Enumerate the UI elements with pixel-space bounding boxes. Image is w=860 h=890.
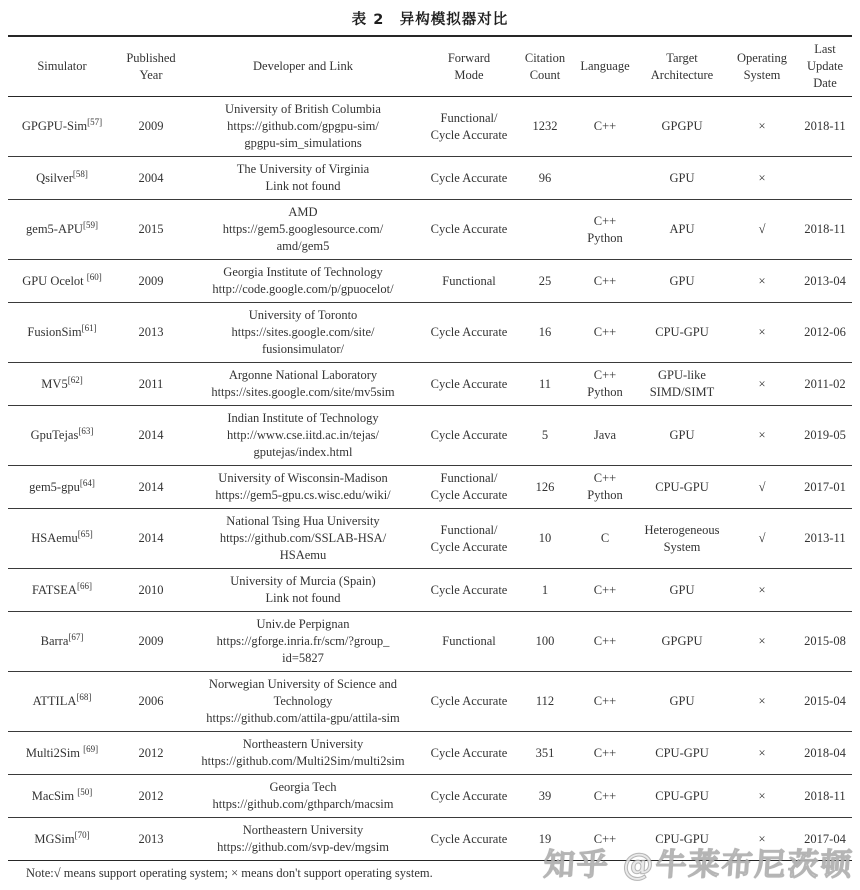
citation-ref: [58] bbox=[72, 168, 88, 179]
cell-os: × bbox=[726, 569, 798, 612]
cell-dev: The University of Virginia Link not found bbox=[186, 157, 420, 200]
citation-ref: [59] bbox=[82, 219, 98, 230]
cell-language: C++ bbox=[572, 732, 638, 775]
cell-citations: 25 bbox=[518, 260, 572, 303]
cell-mode: Functional bbox=[420, 612, 518, 672]
cell-year: 2015 bbox=[116, 200, 186, 260]
cell-mode: Functional bbox=[420, 260, 518, 303]
citation-ref: [57] bbox=[87, 116, 103, 127]
cell-dev: National Tsing Hua University https://github.com/SSLAB-HSA/ HSAemu bbox=[186, 509, 420, 569]
cell-citations: 96 bbox=[518, 157, 572, 200]
cell-year: 2013 bbox=[116, 818, 186, 861]
cell-os: × bbox=[726, 363, 798, 406]
cell-dev: Georgia Institute of Technology http://code.google.com/p/gpuocelot/ bbox=[186, 260, 420, 303]
cell-simulator: gem5-gpu[64] bbox=[8, 466, 116, 509]
column-header-citations: Citation Count bbox=[518, 36, 572, 97]
cell-os: × bbox=[726, 732, 798, 775]
cell-simulator: HSAemu[65] bbox=[8, 509, 116, 569]
cell-year: 2004 bbox=[116, 157, 186, 200]
cell-language: C++ Python bbox=[572, 466, 638, 509]
cell-target: CPU-GPU bbox=[638, 818, 726, 861]
cell-language bbox=[572, 157, 638, 200]
cell-language: C++ bbox=[572, 260, 638, 303]
cell-updated: 2017-01 bbox=[798, 466, 852, 509]
cell-year: 2014 bbox=[116, 509, 186, 569]
cell-target: CPU-GPU bbox=[638, 303, 726, 363]
cell-mode: Cycle Accurate bbox=[420, 818, 518, 861]
cell-updated: 2012-06 bbox=[798, 303, 852, 363]
cell-updated: 2015-04 bbox=[798, 672, 852, 732]
zhihu-watermark: 知乎 @牛莱布尼茨顿 bbox=[542, 847, 856, 883]
cell-simulator: GpuTejas[63] bbox=[8, 406, 116, 466]
cell-citations: 351 bbox=[518, 732, 572, 775]
cell-updated bbox=[798, 569, 852, 612]
citation-ref: [68] bbox=[76, 691, 92, 702]
cell-dev: Northeastern University https://github.com/Multi2Sim/multi2sim bbox=[186, 732, 420, 775]
citation-ref: [61] bbox=[81, 322, 97, 333]
cell-simulator: MV5[62] bbox=[8, 363, 116, 406]
cell-simulator: GPGPU-Sim[57] bbox=[8, 97, 116, 157]
cell-updated: 2013-04 bbox=[798, 260, 852, 303]
cell-citations: 112 bbox=[518, 672, 572, 732]
citation-ref: [70] bbox=[74, 829, 90, 840]
cell-dev: University of Wisconsin-Madison https://gem5-gpu.cs.wisc.edu/wiki/ bbox=[186, 466, 420, 509]
cell-mode: Cycle Accurate bbox=[420, 200, 518, 260]
table-row bbox=[8, 775, 852, 818]
cell-language: C++ Python bbox=[572, 200, 638, 260]
cell-language: C++ bbox=[572, 97, 638, 157]
cell-dev: Univ.de Perpignan https://gforge.inria.fr/scm/?group_ id=5827 bbox=[186, 612, 420, 672]
cell-citations: 39 bbox=[518, 775, 572, 818]
cell-language: C++ bbox=[572, 303, 638, 363]
table-row bbox=[8, 732, 852, 775]
table-row bbox=[8, 612, 852, 672]
citation-ref: [63] bbox=[78, 425, 94, 436]
cell-os: × bbox=[726, 303, 798, 363]
column-header-dev: Developer and Link bbox=[186, 36, 420, 97]
cell-mode: Functional/ Cycle Accurate bbox=[420, 97, 518, 157]
cell-dev: University of Murcia (Spain) Link not found bbox=[186, 569, 420, 612]
cell-dev: Argonne National Laboratory https://sites.google.com/site/mv5sim bbox=[186, 363, 420, 406]
cell-dev: Georgia Tech https://github.com/gthparch/macsim bbox=[186, 775, 420, 818]
table-row bbox=[8, 406, 852, 466]
cell-target: GPU bbox=[638, 672, 726, 732]
table-row bbox=[8, 157, 852, 200]
cell-language: C++ bbox=[572, 818, 638, 861]
table-row bbox=[8, 672, 852, 732]
table-row bbox=[8, 303, 852, 363]
cell-os: × bbox=[726, 97, 798, 157]
cell-updated: 2018-11 bbox=[798, 775, 852, 818]
cell-dev: University of British Columbia https://github.com/gpgpu-sim/ gpgpu-sim_simulations bbox=[186, 97, 420, 157]
cell-language: Java bbox=[572, 406, 638, 466]
column-header-updated: Last Update Date bbox=[798, 36, 852, 97]
table-footnote: Note:√ means support operating system; × means don't support operating system. bbox=[26, 866, 433, 880]
cell-simulator: MGSim[70] bbox=[8, 818, 116, 861]
simulator-comparison-table bbox=[8, 35, 852, 861]
column-header-target: Target Architecture bbox=[638, 36, 726, 97]
table-row bbox=[8, 509, 852, 569]
cell-os: × bbox=[726, 260, 798, 303]
cell-simulator: Barra[67] bbox=[8, 612, 116, 672]
cell-year: 2011 bbox=[116, 363, 186, 406]
cell-mode: Cycle Accurate bbox=[420, 406, 518, 466]
cell-mode: Functional/ Cycle Accurate bbox=[420, 509, 518, 569]
cell-mode: Cycle Accurate bbox=[420, 775, 518, 818]
cell-target: Heterogeneous System bbox=[638, 509, 726, 569]
table-header bbox=[8, 36, 852, 97]
citation-ref: [69] bbox=[83, 743, 99, 754]
cell-year: 2012 bbox=[116, 775, 186, 818]
cell-simulator: FATSEA[66] bbox=[8, 569, 116, 612]
cell-language: C++ bbox=[572, 672, 638, 732]
cell-mode: Functional/ Cycle Accurate bbox=[420, 466, 518, 509]
cell-os: × bbox=[726, 775, 798, 818]
cell-year: 2012 bbox=[116, 732, 186, 775]
cell-year: 2014 bbox=[116, 406, 186, 466]
cell-simulator: ATTILA[68] bbox=[8, 672, 116, 732]
cell-year: 2009 bbox=[116, 97, 186, 157]
cell-updated: 2018-11 bbox=[798, 97, 852, 157]
cell-mode: Cycle Accurate bbox=[420, 569, 518, 612]
cell-updated: 2015-08 bbox=[798, 612, 852, 672]
citation-ref: [50] bbox=[77, 786, 93, 797]
table-row bbox=[8, 97, 852, 157]
cell-target: GPU bbox=[638, 260, 726, 303]
citation-ref: [66] bbox=[76, 580, 92, 591]
cell-citations: 16 bbox=[518, 303, 572, 363]
cell-target: CPU-GPU bbox=[638, 466, 726, 509]
cell-os: √ bbox=[726, 466, 798, 509]
column-header-language: Language bbox=[572, 36, 638, 97]
citation-ref: [60] bbox=[86, 271, 102, 282]
cell-simulator: Qsilver[58] bbox=[8, 157, 116, 200]
cell-year: 2010 bbox=[116, 569, 186, 612]
cell-year: 2006 bbox=[116, 672, 186, 732]
cell-citations: 19 bbox=[518, 818, 572, 861]
cell-citations: 100 bbox=[518, 612, 572, 672]
cell-citations: 1232 bbox=[518, 97, 572, 157]
cell-year: 2014 bbox=[116, 466, 186, 509]
cell-simulator: Multi2Sim [69] bbox=[8, 732, 116, 775]
cell-citations: 126 bbox=[518, 466, 572, 509]
cell-mode: Cycle Accurate bbox=[420, 672, 518, 732]
table-row bbox=[8, 200, 852, 260]
cell-mode: Cycle Accurate bbox=[420, 363, 518, 406]
cell-updated: 2018-11 bbox=[798, 200, 852, 260]
citation-ref: [65] bbox=[77, 528, 93, 539]
cell-mode: Cycle Accurate bbox=[420, 732, 518, 775]
cell-simulator: gem5-APU[59] bbox=[8, 200, 116, 260]
cell-target: GPU-like SIMD/SIMT bbox=[638, 363, 726, 406]
table-row bbox=[8, 363, 852, 406]
citation-ref: [67] bbox=[68, 631, 84, 642]
cell-target: GPU bbox=[638, 569, 726, 612]
cell-os: √ bbox=[726, 200, 798, 260]
cell-language: C++ bbox=[572, 569, 638, 612]
cell-year: 2009 bbox=[116, 612, 186, 672]
cell-year: 2013 bbox=[116, 303, 186, 363]
cell-updated: 2018-04 bbox=[798, 732, 852, 775]
cell-language: C++ bbox=[572, 775, 638, 818]
cell-mode: Cycle Accurate bbox=[420, 303, 518, 363]
cell-os: × bbox=[726, 672, 798, 732]
column-header-simulator: Simulator bbox=[8, 36, 116, 97]
table-caption: 表 2 异构模拟器对比 bbox=[351, 12, 509, 28]
cell-simulator: MacSim [50] bbox=[8, 775, 116, 818]
cell-updated: 2013-11 bbox=[798, 509, 852, 569]
cell-updated: 2019-05 bbox=[798, 406, 852, 466]
cell-os: × bbox=[726, 612, 798, 672]
column-header-year: Published Year bbox=[116, 36, 186, 97]
table-body bbox=[8, 97, 852, 861]
cell-language: C++ bbox=[572, 612, 638, 672]
cell-target: GPGPU bbox=[638, 97, 726, 157]
table-row bbox=[8, 569, 852, 612]
cell-citations: 1 bbox=[518, 569, 572, 612]
cell-os: × bbox=[726, 157, 798, 200]
cell-citations bbox=[518, 200, 572, 260]
cell-target: GPGPU bbox=[638, 612, 726, 672]
citation-ref: [64] bbox=[79, 477, 95, 488]
cell-os: √ bbox=[726, 509, 798, 569]
cell-target: CPU-GPU bbox=[638, 775, 726, 818]
cell-dev: AMD https://gem5.googlesource.com/ amd/gem5 bbox=[186, 200, 420, 260]
cell-dev: University of Toronto https://sites.google.com/site/ fusionsimulator/ bbox=[186, 303, 420, 363]
table-row bbox=[8, 466, 852, 509]
cell-updated bbox=[798, 157, 852, 200]
cell-target: GPU bbox=[638, 406, 726, 466]
cell-language: C bbox=[572, 509, 638, 569]
cell-citations: 11 bbox=[518, 363, 572, 406]
citation-ref: [62] bbox=[67, 374, 83, 385]
cell-mode: Cycle Accurate bbox=[420, 157, 518, 200]
column-header-os: Operating System bbox=[726, 36, 798, 97]
cell-updated: 2011-02 bbox=[798, 363, 852, 406]
table-row bbox=[8, 818, 852, 861]
cell-os: × bbox=[726, 818, 798, 861]
cell-dev: Norwegian University of Science and Technology https://github.com/attila-gpu/attila-sim bbox=[186, 672, 420, 732]
cell-os: × bbox=[726, 406, 798, 466]
cell-dev: Indian Institute of Technology http://www.cse.iitd.ac.in/tejas/ gputejas/index.html bbox=[186, 406, 420, 466]
cell-year: 2009 bbox=[116, 260, 186, 303]
cell-simulator: FusionSim[61] bbox=[8, 303, 116, 363]
cell-target: GPU bbox=[638, 157, 726, 200]
cell-target: CPU-GPU bbox=[638, 732, 726, 775]
table-row bbox=[8, 260, 852, 303]
cell-citations: 5 bbox=[518, 406, 572, 466]
column-header-mode: Forward Mode bbox=[420, 36, 518, 97]
table-header-row bbox=[8, 36, 852, 97]
cell-simulator: GPU Ocelot [60] bbox=[8, 260, 116, 303]
cell-target: APU bbox=[638, 200, 726, 260]
cell-language: C++ Python bbox=[572, 363, 638, 406]
cell-citations: 10 bbox=[518, 509, 572, 569]
cell-dev: Northeastern University https://github.com/svp-dev/mgsim bbox=[186, 818, 420, 861]
cell-updated: 2017-04 bbox=[798, 818, 852, 861]
